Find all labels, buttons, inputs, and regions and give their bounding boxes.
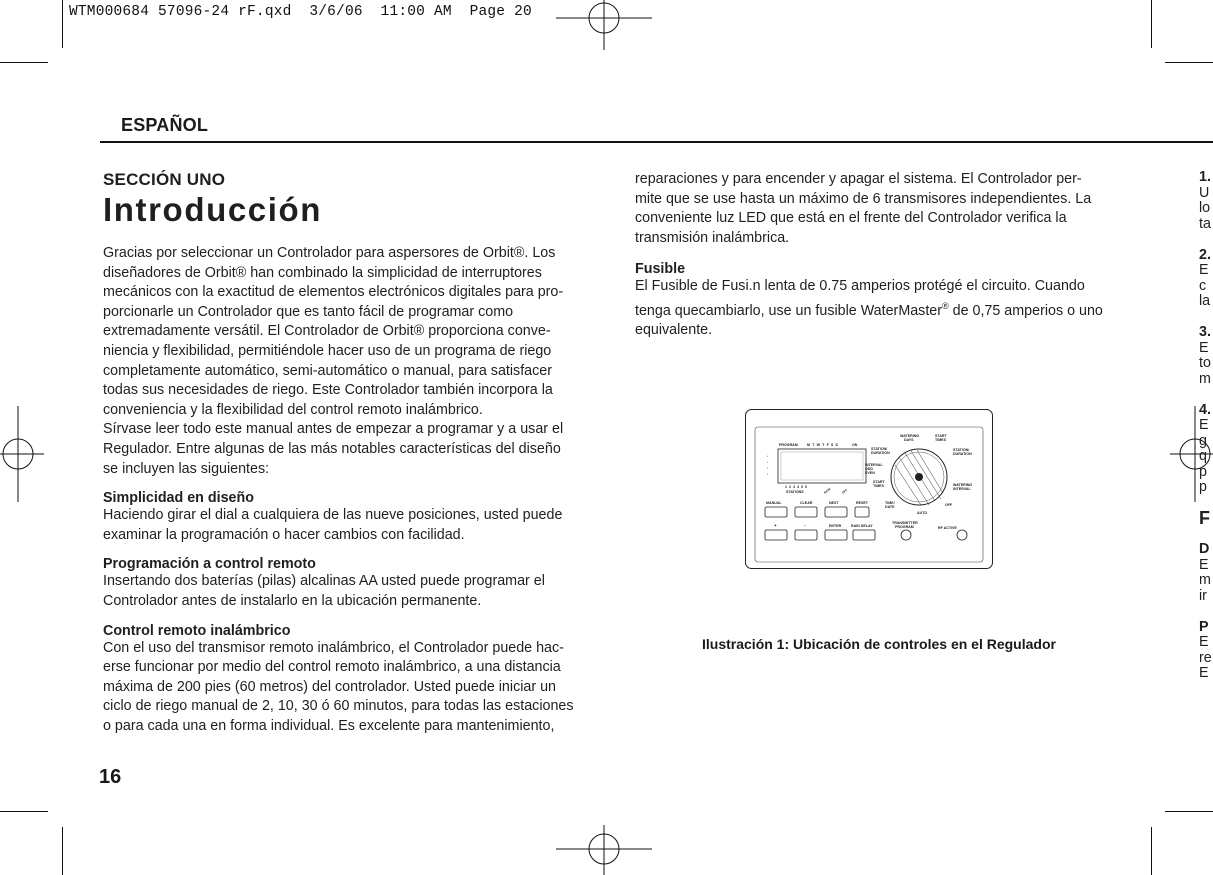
rain-delay-button [853, 530, 875, 540]
feature-line: Insertando dos baterías (pilas) alcalinas AA usted puede programar el [103, 573, 545, 590]
label-station-duration-top: DURATION [871, 451, 890, 455]
label-watering-interval: WATERING [953, 483, 973, 487]
intro-line: extremadamente versátil. El Controlador de Orbit® proporciona conve- [103, 323, 551, 340]
label-stations: STATIONS [786, 490, 804, 494]
label-transmitter-program: PROGRAM [895, 525, 914, 529]
plus-button [765, 530, 787, 540]
edge-line: q [1199, 448, 1207, 464]
feature-line: erse funcionar por medio del control remoto inalámbrico, a una distancia [103, 659, 561, 676]
label-plus: + [774, 523, 777, 528]
label-rain-delay: RAIN DELAY [851, 524, 873, 528]
feature-line: máxima de 200 pies (60 metros) del controlador. Usted puede iniciar un [103, 678, 556, 695]
label-next: NEXT [829, 501, 839, 505]
language-header: ESPAÑOL [121, 115, 209, 135]
intro-paragraph [103, 244, 603, 479]
registration-mark-left [0, 406, 44, 502]
label-start-times-top: START [935, 434, 947, 438]
edge-line: E [1199, 262, 1209, 278]
edge-line [1199, 604, 1213, 620]
label-start-times-top: TIMES [935, 438, 946, 442]
intro-line: conveniencia y la flexibilidad del control remoto inalámbrico. [103, 401, 483, 418]
right-column [635, 170, 1135, 341]
intro-line: diseñadores de Orbit® han combinado la simplicidad de interruptores [103, 264, 542, 281]
edge-line: E [1199, 417, 1209, 433]
feature-line: examinar la programación o hacer cambios con facilidad. [103, 526, 465, 543]
edge-line: 4. [1199, 401, 1211, 418]
edge-line: D [1199, 541, 1210, 557]
feature-remote-programming [103, 557, 603, 611]
label-arrow: RAIN [823, 486, 832, 495]
section-title: Introducción [103, 191, 323, 228]
feature-line: o para cada una en forma individual. Es excelente para mantenimiento, [103, 717, 555, 734]
edge-line [1199, 310, 1213, 326]
fuse-line: equivalente. [635, 322, 713, 339]
edge-line: ir [1199, 587, 1207, 604]
feature-heading: Simplicidad en diseño [103, 490, 254, 507]
continuation-line: reparaciones y para encender y apagar el sistema. El Controlador per- [635, 171, 1082, 187]
label-watering-days: WATERING [900, 434, 920, 438]
continuation-line: mite que se use hasta un máximo de 6 transmisores independientes. La [635, 190, 1092, 207]
label-watering-days: DAYS [904, 438, 914, 442]
edge-line: m [1199, 370, 1211, 387]
feature-heading: Programación a control remoto [103, 556, 316, 573]
label-station-digits: 1 2 3 4 5 6 [785, 485, 808, 489]
edge-line: ta [1199, 215, 1211, 232]
edge-line: g [1199, 432, 1207, 449]
fuse-section [635, 262, 1135, 341]
edge-line: P [1199, 618, 1209, 635]
edge-line [1199, 527, 1213, 543]
edge-line: F [1199, 508, 1210, 528]
label-transmitter-program: TRANSMITTER [892, 521, 918, 525]
label-on: ON [852, 443, 858, 447]
header-rule [100, 141, 1213, 143]
rf-active-led [957, 530, 967, 540]
feature-heading: Control remoto inalámbrico [103, 622, 291, 639]
intro-line: Gracias por seleccionar un Controlador para aspersores de Orbit®. Los [103, 245, 556, 261]
feature-line: Controlador antes de instalarlo en la ubicación permanente. [103, 592, 482, 609]
page-number: 16 [99, 766, 122, 788]
continuation-line: transmisión inalámbrica. [635, 229, 790, 246]
edge-line: E [1199, 665, 1209, 681]
lcd-indicator: • [767, 472, 769, 476]
feature-line: Con el uso del transmisor remoto inalámbrico, el Controlador puede hac- [103, 639, 564, 656]
edge-line: m [1199, 572, 1211, 588]
next-button [825, 507, 847, 517]
transmitter-program-button [901, 530, 911, 540]
figure-caption: Ilustración 1: Ubicación de controles en el Regulador [702, 636, 1056, 652]
edge-line: U [1199, 184, 1210, 201]
label-interval: EVEN [865, 471, 875, 475]
label-off: OFF [945, 503, 953, 507]
label-watering-interval: INTERVAL [953, 487, 971, 491]
edge-line: E [1199, 634, 1209, 650]
controller-panel-illustration [745, 409, 993, 569]
label-reset: RESET [856, 501, 868, 505]
label-arrow: OFF [841, 487, 849, 495]
continuation-line: conveniente luz LED que está en el frente del Controlador verifica la [635, 210, 1067, 227]
edge-line: p [1199, 479, 1207, 495]
intro-line: Sírvase leer todo este manual antes de empezar a programar y a usar el [103, 421, 564, 438]
label-enter: ENTER [829, 524, 842, 528]
edge-line: 2. [1199, 246, 1211, 263]
label-start-times-left: TIMES [873, 484, 884, 488]
label-start-times-left: START [873, 480, 885, 484]
label-station-duration-right: STATION/ [953, 448, 970, 452]
edge-line: c [1199, 277, 1207, 294]
edge-line: 1. [1199, 170, 1211, 185]
label-interval: ODD [865, 467, 873, 471]
label-program: PROGRAM [779, 443, 798, 447]
edge-line: E [1199, 556, 1209, 573]
label-station-duration-right: DURATION [953, 452, 972, 456]
manual-button [765, 507, 787, 517]
label-minus: - [804, 523, 806, 528]
fuse-line: tenga quecambiarlo, use un fusible WaterMaster® de 0,75 amperios o uno [635, 300, 1103, 319]
clear-button [795, 507, 817, 517]
intro-line: mecánicos con la exactitud de elementos electrónicos digitales para pro- [103, 284, 564, 301]
edge-line: to [1199, 355, 1211, 371]
edge-line: E [1199, 339, 1209, 356]
edge-line: lo [1199, 200, 1211, 216]
label-time-date: TIME/ [885, 501, 895, 505]
label-days: M T W T F S S [807, 443, 839, 447]
feature-wireless-remote [103, 624, 603, 737]
lcd-indicator: • [767, 460, 769, 464]
intro-line: se incluyen las siguientes: [103, 460, 270, 477]
feature-simplicity [103, 491, 603, 545]
section-label: SECCIÓN UNO [103, 170, 226, 189]
left-column [103, 170, 603, 736]
intro-line: completamente automático, semi-automático o manual, para satisfacer [103, 362, 552, 379]
edge-line: la [1199, 293, 1211, 309]
edge-line: re [1199, 649, 1212, 666]
label-station-duration-top: STATION/ [871, 447, 888, 451]
lcd-indicator: • [767, 454, 769, 458]
intro-line: todas sus necesidades de riego. Este Controlador también incorpora la [103, 382, 553, 399]
intro-line: Regulador. Entre algunas de las más notables características del diseño [103, 440, 561, 457]
label-manual: MANUAL [766, 501, 782, 505]
label-interval: INTERVAL [865, 463, 883, 467]
fuse-line: El Fusible de Fusi.n lenta de 0.75 amperios protégé el circuito. Cuando [635, 278, 1085, 295]
minus-button [795, 530, 817, 540]
lcd-indicator: • [767, 466, 769, 470]
reset-button [855, 507, 869, 517]
label-clear: CLEAR [800, 501, 813, 505]
edge-line: p [1199, 463, 1207, 480]
fuse-heading: Fusible [635, 261, 686, 278]
registration-mark-bottom [556, 825, 652, 875]
feature-line: ciclo de riego manual de 2, 10, 30 ó 60 minutos, para todas las estaciones [103, 698, 574, 715]
edge-line [1199, 387, 1213, 403]
enter-button [825, 530, 847, 540]
label-rf-active: RF ACTIVE [938, 526, 957, 530]
next-page-edge [1199, 170, 1213, 682]
feature-line: Haciendo girar el dial a cualquiera de las nueve posiciones, usted puede [103, 507, 563, 524]
edge-line: 3. [1199, 324, 1211, 340]
label-time-date: DATE [885, 505, 895, 509]
continuation-paragraph [635, 170, 1135, 248]
print-slug: WTM000684 57096-24 rF.qxd 3/6/06 11:00 AM Page 20 [69, 4, 532, 20]
registration-mark-top [556, 0, 652, 50]
edge-line [1199, 232, 1213, 248]
intro-line: niencia y flexibilidad, permitiéndole hacer uso de un programa de riego [103, 342, 552, 359]
label-auto: AUTO [917, 511, 928, 515]
intro-line: porcionarle un Controlador que es tanto fácil de programar como [103, 303, 514, 320]
